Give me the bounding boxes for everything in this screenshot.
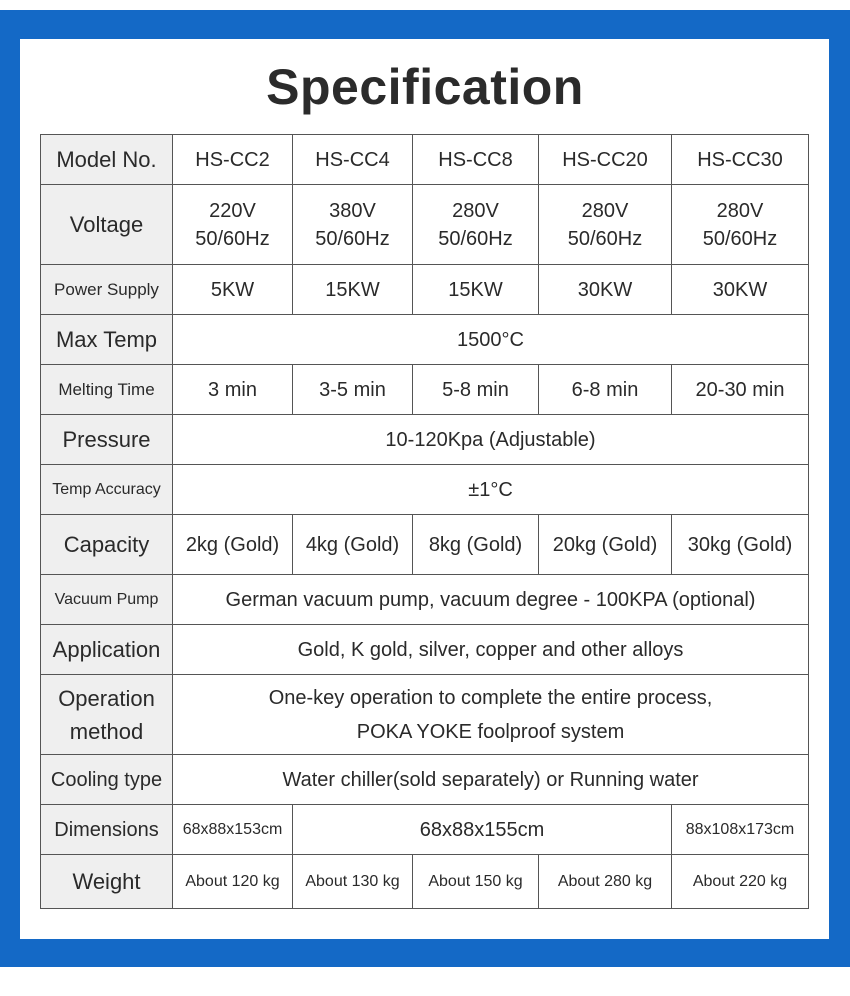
dimensions-cell: 68x88x153cm [173,805,293,855]
power-cell: 30KW [539,265,672,315]
value-line: One-key operation to complete the entire process, [268,686,713,709]
row-label: Temp Accuracy [41,465,173,515]
capacity-cell: 8kg (Gold) [413,515,539,575]
melting-cell: 3 min [173,365,293,415]
row-label: Model No. [41,135,173,185]
frequency-value: 50/60Hz [702,227,778,250]
row-max-temp [41,315,809,365]
model-cell: HS-CC2 [173,135,293,185]
melting-cell: 3-5 min [293,365,413,415]
weight-cell: About 130 kg [293,855,413,909]
model-cell: HS-CC8 [413,135,539,185]
row-label: Weight [41,855,173,909]
row-vacuum-pump [41,575,809,625]
cooling-type-value: Water chiller(sold separately) or Running water [173,755,809,805]
frequency-value: 50/60Hz [567,227,643,250]
capacity-cell: 4kg (Gold) [293,515,413,575]
voltage-value: 280V [716,199,764,222]
operation-method-value [173,675,809,755]
melting-cell: 20-30 min [672,365,809,415]
model-cell: HS-CC20 [539,135,672,185]
row-label: Vacuum Pump [41,575,173,625]
row-label: Melting Time [41,365,173,415]
vacuum-pump-value: German vacuum pump, vacuum degree - 100KPA (optional) [173,575,809,625]
frequency-value: 50/60Hz [315,227,390,250]
row-label: Application [41,625,173,675]
row-label [41,675,173,755]
frequency-value: 50/60Hz [195,227,270,250]
row-power-supply [41,265,809,315]
row-application [41,625,809,675]
row-temp-accuracy [41,465,809,515]
row-label: Voltage [41,185,173,265]
dimensions-cell: 88x108x173cm [672,805,809,855]
voltage-cell [413,185,539,265]
weight-cell: About 150 kg [413,855,539,909]
row-label-line: Operation [58,685,155,711]
weight-cell: About 220 kg [672,855,809,909]
row-operation-method [41,675,809,755]
row-weight [41,855,809,909]
row-capacity [41,515,809,575]
row-label: Capacity [41,515,173,575]
temp-accuracy-value: ±1°C [173,465,809,515]
dimensions-cell: 68x88x155cm [293,805,672,855]
max-temp-value: 1500°C [173,315,809,365]
power-cell: 30KW [672,265,809,315]
capacity-cell: 30kg (Gold) [672,515,809,575]
row-label: Max Temp [41,315,173,365]
page-title: Specification [266,59,584,115]
row-label-line: method [69,718,144,744]
capacity-cell: 2kg (Gold) [173,515,293,575]
power-cell: 15KW [293,265,413,315]
power-cell: 15KW [413,265,539,315]
voltage-value: 380V [329,199,376,222]
capacity-cell: 20kg (Gold) [539,515,672,575]
voltage-value: 220V [209,199,256,222]
row-dimensions [41,805,809,855]
voltage-cell [173,185,293,265]
melting-cell: 6-8 min [539,365,672,415]
voltage-cell [293,185,413,265]
model-cell: HS-CC30 [672,135,809,185]
voltage-cell [672,185,809,265]
row-melting-time [41,365,809,415]
row-voltage [41,185,809,265]
application-value: Gold, K gold, silver, copper and other alloys [173,625,809,675]
voltage-value: 280V [452,199,499,222]
row-label: Cooling type [41,755,173,805]
row-cooling-type [41,755,809,805]
weight-cell: About 280 kg [539,855,672,909]
melting-cell: 5-8 min [413,365,539,415]
voltage-cell [539,185,672,265]
power-cell: 5KW [173,265,293,315]
row-label: Power Supply [41,265,173,315]
row-label: Dimensions [41,805,173,855]
model-cell: HS-CC4 [293,135,413,185]
pressure-value: 10-120Kpa (Adjustable) [173,415,809,465]
row-pressure [41,415,809,465]
value-line: POKA YOKE foolproof system [356,720,625,743]
spec-table [40,134,809,909]
row-label: Pressure [41,415,173,465]
frequency-value: 50/60Hz [438,227,513,250]
voltage-value: 280V [581,199,629,222]
row-model-no [41,135,809,185]
weight-cell: About 120 kg [173,855,293,909]
